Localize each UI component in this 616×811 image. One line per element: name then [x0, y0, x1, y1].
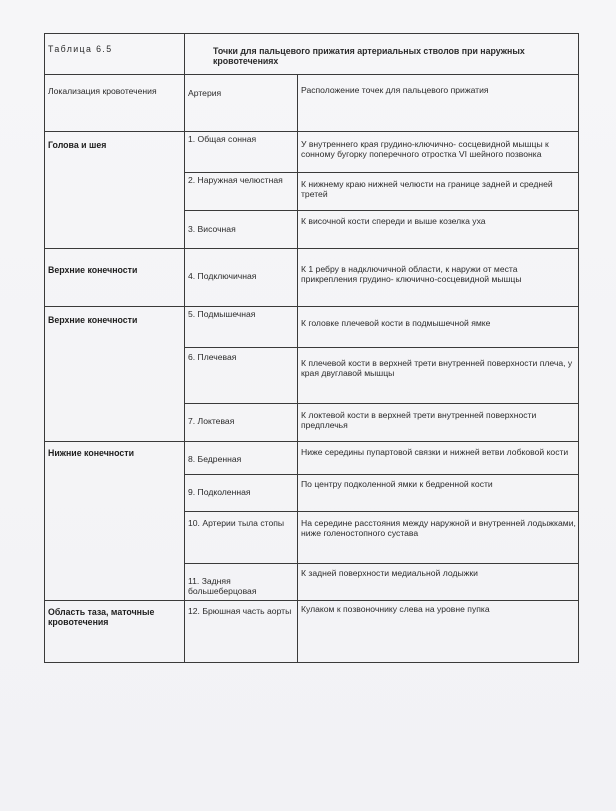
table-row — [45, 132, 579, 173]
table-row — [45, 404, 579, 442]
points-cell: К локтевой кости в верхней трети внутренней поверхности предплечья — [298, 404, 579, 442]
region-upper-limbs-2: Верхние конечности — [45, 307, 185, 348]
table-title: Точки для пальцевого прижатия артериальных стволов при наружных кровотечениях — [185, 34, 579, 75]
header-points: Расположение точек для пальцевого прижатия — [298, 75, 579, 132]
points-cell: К 1 ребру в надключичной области, к наружи от места прикрепления грудино- ключично-сосцевидной мышцы — [298, 249, 579, 307]
region-head-neck: Голова и шея — [45, 132, 185, 173]
region-pelvis: Область таза, маточные кровотечения — [45, 601, 185, 663]
artery-cell: 10. Артерии тыла стопы — [185, 512, 298, 564]
points-cell: К головке плечевой кости в подмышечной ямке — [298, 307, 579, 348]
region-cell — [45, 475, 185, 512]
table-row — [45, 211, 579, 249]
points-cell: К плечевой кости в верхней трети внутренней поверхности плеча, у края двуглавой мышцы — [298, 348, 579, 404]
region-cell — [45, 564, 185, 601]
table-row — [45, 249, 579, 307]
artery-cell: 1. Общая сонная — [185, 132, 298, 173]
table-row — [45, 173, 579, 211]
points-cell: К височной кости спереди и выше козелка уха — [298, 211, 579, 249]
artery-cell: 12. Брюшная часть аорты — [185, 601, 298, 663]
artery-cell: 8. Бедренная — [185, 442, 298, 475]
region-cell — [45, 173, 185, 211]
points-cell: К нижнему краю нижней челюсти на границе задней и средней третей — [298, 173, 579, 211]
table-title-row — [45, 34, 579, 75]
table-row — [45, 512, 579, 564]
points-cell: Кулаком к позвоночнику слева на уровне пупка — [298, 601, 579, 663]
artery-cell: 11. Задняя большеберцовая — [185, 564, 298, 601]
arteries-pressure-table — [44, 33, 579, 663]
region-cell — [45, 512, 185, 564]
artery-cell: 2. Наружная челюстная — [185, 173, 298, 211]
table-row — [45, 442, 579, 475]
artery-cell: 9. Подколенная — [185, 475, 298, 512]
table-row — [45, 564, 579, 601]
header-localization: Локализация кровотечения — [45, 75, 185, 132]
region-cell — [45, 404, 185, 442]
artery-cell: 4. Подключичная — [185, 249, 298, 307]
region-cell — [45, 348, 185, 404]
artery-cell: 6. Плечевая — [185, 348, 298, 404]
table-header-row — [45, 75, 579, 132]
artery-cell: 3. Височная — [185, 211, 298, 249]
table-row — [45, 601, 579, 663]
artery-cell: 5. Подмышечная — [185, 307, 298, 348]
points-cell: По центру подколенной ямки к бедренной кости — [298, 475, 579, 512]
points-cell: К задней поверхности медиальной лодыжки — [298, 564, 579, 601]
table-row — [45, 475, 579, 512]
points-cell: У внутреннего края грудино-ключично- сосцевидной мышцы к сонному бугорку поперечного отростка VI шейного позвонка — [298, 132, 579, 173]
table-row — [45, 307, 579, 348]
table-caption: Таблица 6.5 — [45, 34, 185, 75]
header-artery: Артерия — [185, 75, 298, 132]
region-upper-limbs-1: Верхние конечности — [45, 249, 185, 307]
artery-cell: 7. Локтевая — [185, 404, 298, 442]
region-lower-limbs: Нижние конечности — [45, 442, 185, 475]
points-cell: Ниже середины пупартовой связки и нижней ветви лобковой кости — [298, 442, 579, 475]
region-cell — [45, 211, 185, 249]
table-row — [45, 348, 579, 404]
points-cell: На середине расстояния между наружной и внутренней лодыжками, ниже голеностопного сустава — [298, 512, 579, 564]
